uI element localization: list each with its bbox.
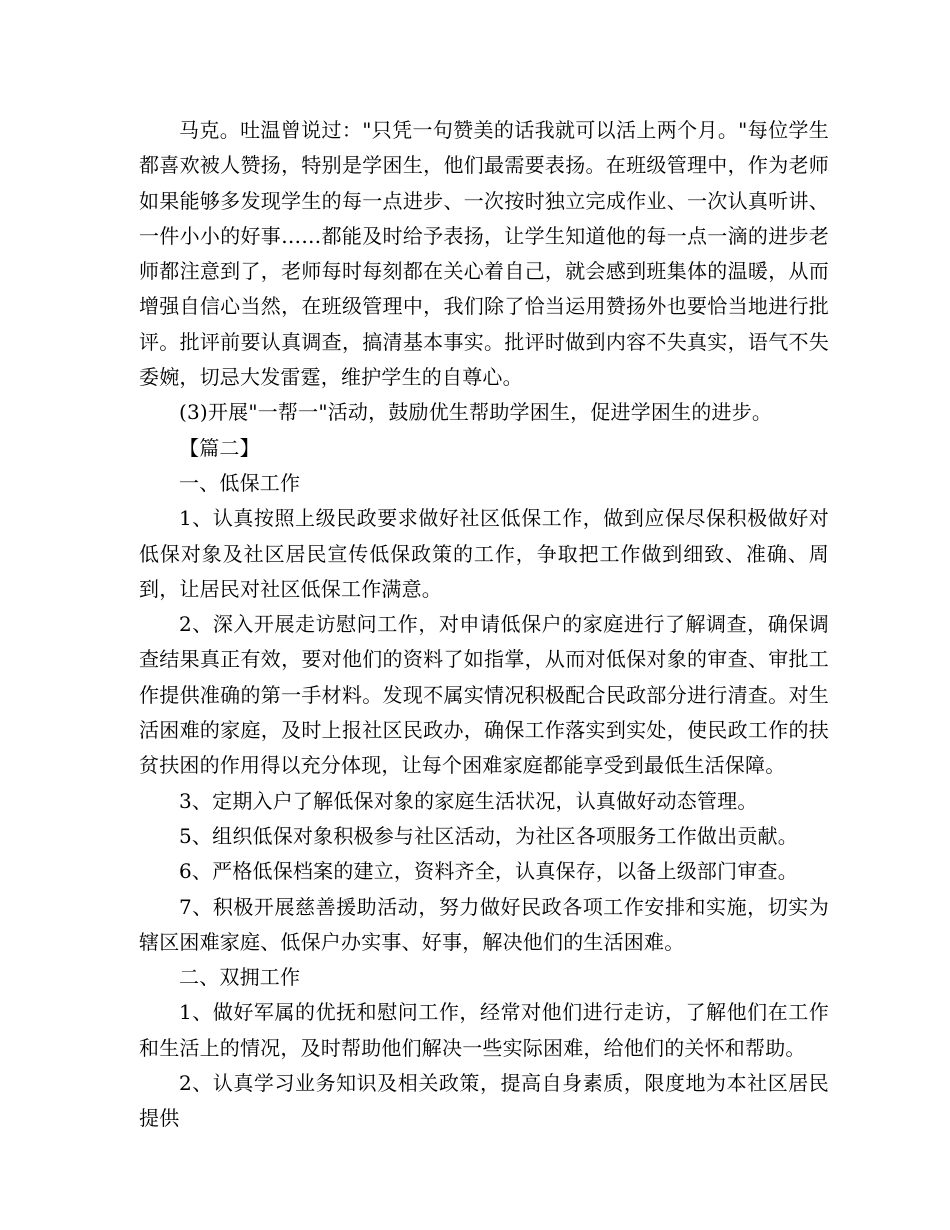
list-item-low-income-2: 2、深入开展走访慰问工作，对申请低保户的家庭进行了解调查，确保调查结果真正有效，要对他们的资料了如指掌，从而对低保对象的审查、审批工作提供准确的第一手材料。发现不属实情况积极配合民政部分进行清查。对生活困难的家庭，及时上报社区民政办，确保工作落实到实处，使民政工作的扶贫扶困的作用得以充分体现，让每个困难家庭都能享受到最低生活保障。 <box>139 612 829 778</box>
list-item-military-support-2: 2、认真学习业务知识及相关政策，提高自身素质，限度地为本社区居民提供 <box>139 1071 829 1131</box>
list-item-low-income-3: 3、定期入户了解低保对象的家庭生活状况，认真做好动态管理。 <box>179 788 758 813</box>
list-item-low-income-7: 7、积极开展慈善援助活动，努力做好民政各项工作安排和实施，切实为辖区困难家庭、低保户办实事、好事，解决他们的生活困难。 <box>139 894 829 954</box>
section-heading-part-two: 【篇二】 <box>179 435 260 460</box>
section-heading-low-income-work: 一、低保工作 <box>179 470 301 495</box>
list-item-low-income-6: 6、严格低保档案的建立，资料齐全，认真保存，以备上级部门审查。 <box>179 859 798 884</box>
list-item-military-support-1: 1、做好军属的优抚和慰问工作，经常对他们进行走访，了解他们在工作和生活上的情况，及时帮助他们解决一些实际困难，给他们的关怀和帮助。 <box>139 1000 829 1060</box>
list-item-low-income-5: 5、组织低保对象积极参与社区活动，为社区各项服务工作做出贡献。 <box>179 823 798 848</box>
document-body <box>139 113 829 1137</box>
list-item-low-income-1: 1、认真按照上级民政要求做好社区低保工作，做到应保尽保积极做好对低保对象及社区居民宣传低保政策的工作，争取把工作做到细致、准确、周到，让居民对社区低保工作满意。 <box>139 506 829 601</box>
paragraph-one-help-one: (3)开展"一帮一"活动，鼓励优生帮助学困生，促进学困生的进步。 <box>179 400 773 425</box>
paragraph-praise-criticism: 马克。吐温曾说过："只凭一句赞美的话我就可以活上两个月。"每位学生都喜欢被人赞扬，特别是学困生，他们最需要表扬。在班级管理中，作为老师如果能够多发现学生的每一点进步、一次按时独立完成作业、一次认真听讲、一件小小的好事……都能及时给予表扬，让学生知道他的每一点一滴的进步老师都注意到了，老师每时每刻都在关心着自己，就会感到班集体的温暖，从而增强自信心当然，在班级管理中，我们除了恰当运用赞扬外也要恰当地进行批评。批评前要认真调查，搞清基本事实。批评时做到内容不失真实，语气不失委婉，切忌大发雷霆，维护学生的自尊心。 <box>139 118 829 390</box>
section-heading-military-support-work: 二、双拥工作 <box>179 965 301 990</box>
